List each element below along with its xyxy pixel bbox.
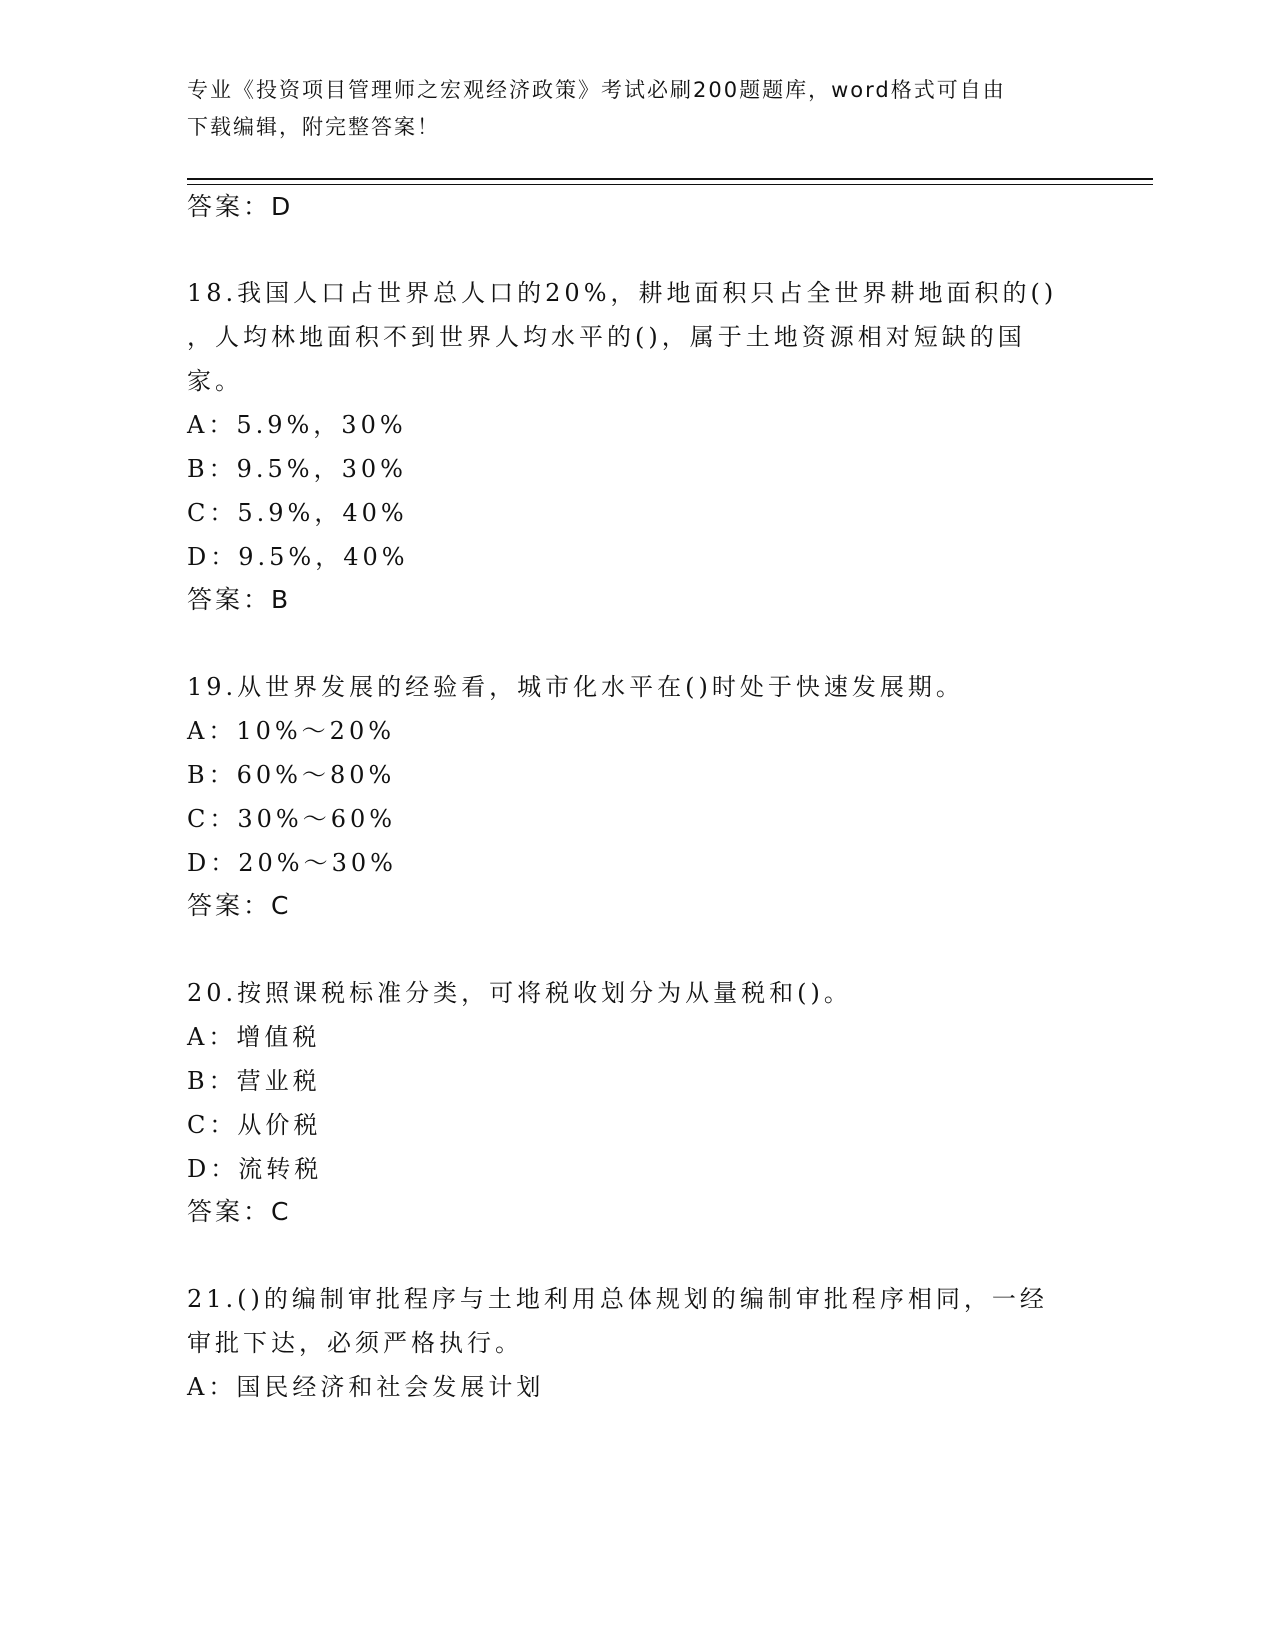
- header-line-2: 下载编辑，附完整答案！: [187, 115, 440, 139]
- question-19-option-d: D：20%～30%: [187, 849, 397, 877]
- question-21-stem-line-1: 21.()的编制审批程序与土地利用总体规划的编制审批程序相同，一经: [187, 1285, 1048, 1313]
- document-header: [187, 72, 1067, 146]
- question-18-option-c: C：5.9%，40%: [187, 499, 408, 527]
- header-rule-thin: [187, 184, 1153, 185]
- question-18-stem-line-3: 家。: [187, 367, 243, 395]
- question-20-answer: 答案：C: [187, 1197, 292, 1226]
- question-19-option-c: C：30%～60%: [187, 805, 397, 833]
- header-line-1: 专业《投资项目管理师之宏观经济政策》考试必刷200题题库，word格式可自由: [187, 78, 1006, 102]
- question-20-option-a: A：增值税: [187, 1023, 321, 1051]
- question-19-stem-line-1: 19.从世界发展的经验看，城市化水平在()时处于快速发展期。: [187, 673, 964, 701]
- question-20-option-b: B：营业税: [187, 1067, 321, 1095]
- question-20-option-d: D：流转税: [187, 1155, 323, 1183]
- question-19-option-b: B：60%～80%: [187, 761, 396, 789]
- question-18-stem-line-2: ，人均林地面积不到世界人均水平的()，属于土地资源相对短缺的国: [187, 323, 1026, 351]
- question-18-option-b: B：9.5%，30%: [187, 455, 407, 483]
- question-19-option-a: A：10%～20%: [187, 717, 396, 745]
- question-18-option-a: A：5.9%，30%: [187, 411, 407, 439]
- question-21-option-a: A：国民经济和社会发展计划: [187, 1373, 545, 1401]
- answer-17: 答案：D: [187, 192, 294, 221]
- question-20-stem-line-1: 20.按照课税标准分类，可将税收划分为从量税和()。: [187, 979, 852, 1007]
- question-20-option-c: C：从价税: [187, 1111, 322, 1139]
- question-19-answer: 答案：C: [187, 891, 292, 920]
- question-18-option-d: D：9.5%，40%: [187, 543, 409, 571]
- header-rule-thick: [187, 178, 1153, 180]
- question-21-stem-line-2: 审批下达，必须严格执行。: [187, 1329, 523, 1357]
- question-18-stem-line-1: 18.我国人口占世界总人口的20%，耕地面积只占全世界耕地面积的(): [187, 279, 1058, 307]
- question-18-answer: 答案：B: [187, 585, 292, 614]
